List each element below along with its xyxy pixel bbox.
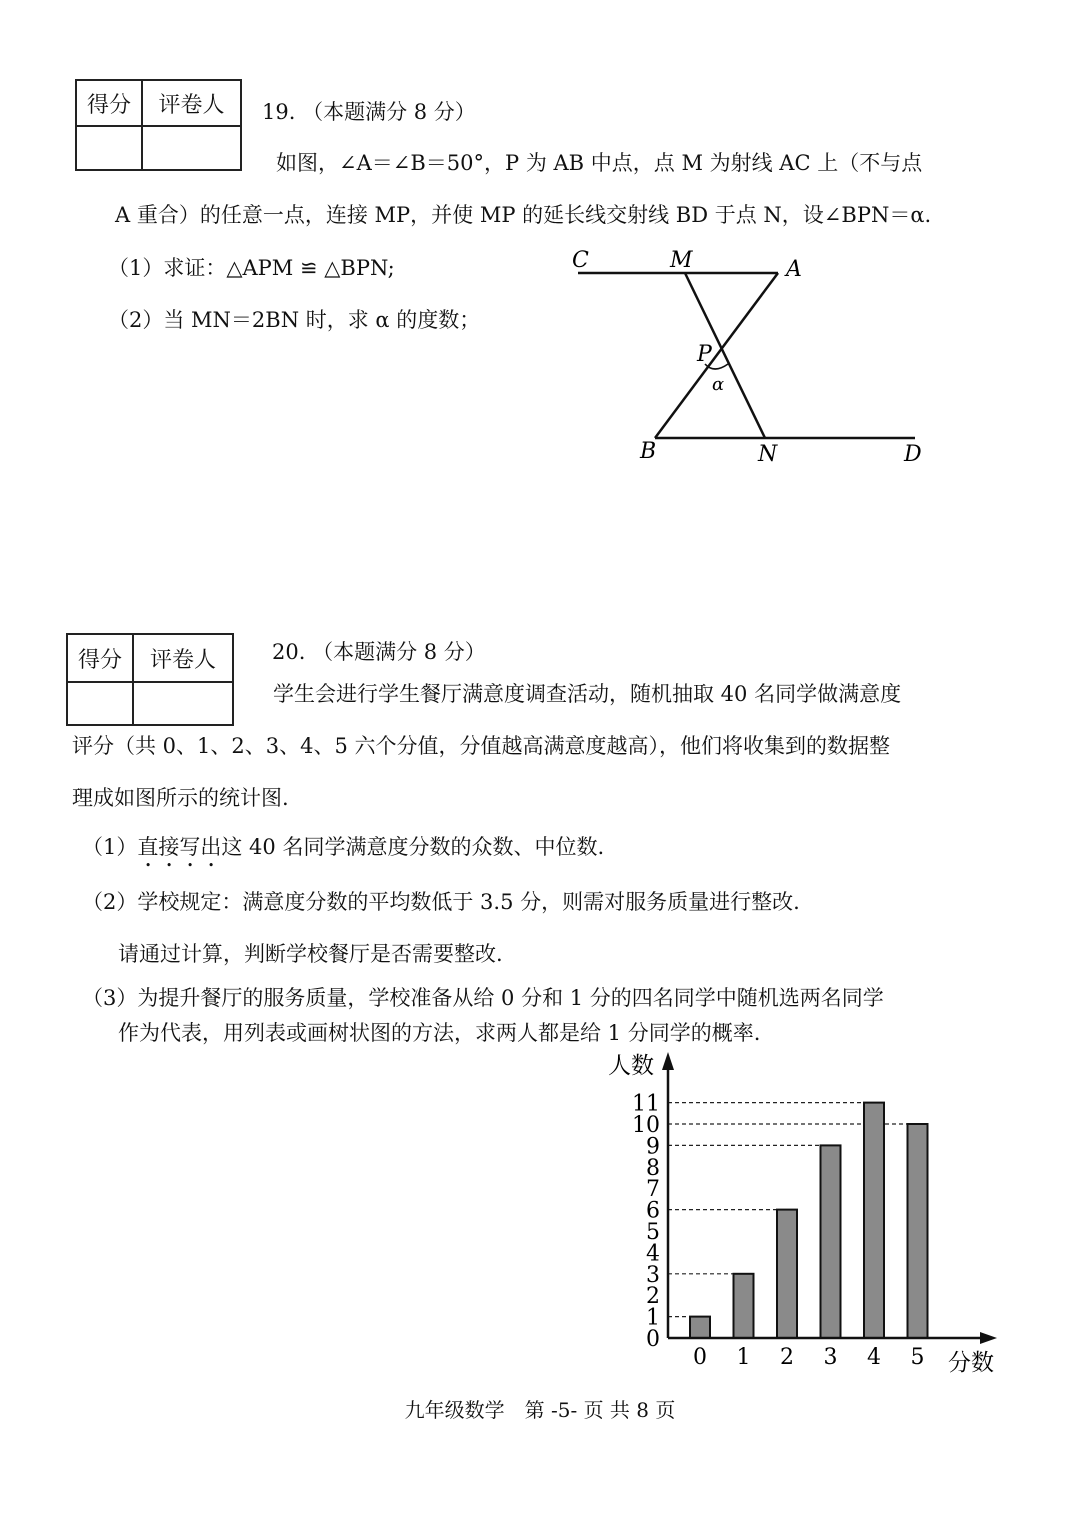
bar-5 (908, 1124, 928, 1338)
q19-score-header: 得分 (76, 80, 142, 126)
q20-score-table (66, 633, 234, 726)
q20-part1-prefix: （1） (82, 835, 138, 859)
q20-text-line3: 理成如图所示的统计图. (72, 786, 289, 810)
x-tick-label-2: 2 (780, 1345, 794, 1370)
q20-part2-line2: 请通过计算，判断学校餐厅是否需要整改. (118, 942, 503, 966)
label-a: A (786, 257, 802, 282)
x-tick-label-3: 3 (823, 1345, 838, 1370)
bar-2 (777, 1210, 797, 1338)
x-axis-arrow (980, 1332, 997, 1344)
label-b: B (640, 439, 657, 464)
label-n: N (758, 442, 778, 467)
q19-score-table (75, 79, 242, 171)
q20-part3-line2: 作为代表，用列表或画树状图的方法，求两人都是给 1 分同学的概率. (118, 1021, 761, 1045)
label-alpha: α (712, 374, 725, 395)
q20-part2-line1: （2）学校规定：满意度分数的平均数低于 3.5 分，则需对服务质量进行整改. (82, 890, 800, 914)
x-tick-label-1: 1 (736, 1345, 751, 1370)
y-tick-label-4: 4 (646, 1241, 660, 1267)
q19-grader-cell (142, 126, 241, 170)
y-tick-label-2: 2 (646, 1284, 660, 1310)
bar-4 (864, 1103, 884, 1338)
q20-part1 (82, 835, 604, 872)
y-tick-label-1: 1 (646, 1305, 660, 1331)
q19-title: 19. （本题满分 8 分） (262, 100, 476, 124)
label-m: M (670, 248, 693, 273)
y-tick-label-10: 10 (632, 1113, 660, 1138)
bar-0 (690, 1317, 710, 1338)
q20-text-line2: 评分（共 0、1、2、3、4、5 六个分值，分值越高满意度越高），他们将收集到的数据整 (72, 734, 891, 758)
q19-part2: （2）当 MN＝2BN 时，求 α 的度数； (108, 308, 481, 332)
label-c: C (572, 248, 589, 273)
q19-geometry-figure (560, 240, 940, 470)
x-tick-label-0: 0 (693, 1345, 707, 1370)
y-tick-label-3: 3 (646, 1262, 660, 1288)
q19-text-line1: 如图，∠A＝∠B＝50°，P 为 AB 中点，点 M 为射线 AC 上（不与点 (276, 151, 923, 175)
q20-grader-cell (133, 682, 233, 725)
satisfaction-bar-chart (600, 1040, 1020, 1385)
y-tick-label-9: 9 (646, 1134, 660, 1160)
q19-part1: （1）求证：△APM ≌ △BPN; (108, 256, 395, 280)
x-tick-label-4: 4 (867, 1345, 881, 1370)
q19-grader-header: 评卷人 (142, 80, 241, 126)
segment-ab (655, 273, 778, 438)
bar-1 (734, 1274, 754, 1338)
q20-title: 20. （本题满分 8 分） (272, 640, 486, 664)
label-p: P (697, 342, 712, 367)
q20-text-line1: 学生会进行学生餐厅满意度调查活动，随机抽取 40 名同学做满意度 (273, 682, 902, 706)
y-axis-title: 人数 (608, 1053, 654, 1079)
q20-part1-rest: 这 40 名同学满意度分数的众数、中位数. (221, 835, 605, 859)
q20-score-cell (67, 682, 133, 725)
y-tick-label-5: 5 (646, 1220, 660, 1245)
y-tick-label-7: 7 (646, 1177, 660, 1203)
x-tick-label-5: 5 (910, 1345, 925, 1370)
label-d: D (904, 442, 922, 467)
q19-text-line2: A 重合）的任意一点，连接 MP，并使 MP 的延长线交射线 BD 于点 N，设∠BPN＝α. (115, 203, 932, 227)
y-tick-label-11: 11 (632, 1091, 660, 1117)
x-axis-title: 分数 (948, 1350, 994, 1376)
y-tick-label-6: 6 (646, 1198, 660, 1224)
bar-3 (821, 1145, 841, 1338)
page-footer: 九年级数学 第 -5- 页 共 8 页 (404, 1398, 676, 1422)
y-tick-label-8: 8 (646, 1155, 660, 1181)
q20-grader-header: 评卷人 (133, 634, 233, 682)
q19-score-cell (76, 126, 142, 170)
q20-part3-line1: （3）为提升餐厅的服务质量，学校准备从给 0 分和 1 分的四名同学中随机选两名同学 (82, 986, 884, 1010)
y-tick-label-0: 0 (646, 1327, 660, 1352)
q20-score-header: 得分 (67, 634, 133, 682)
q20-part1-emphasis: 直接写出 (137, 835, 222, 859)
y-axis-arrow (662, 1052, 674, 1070)
